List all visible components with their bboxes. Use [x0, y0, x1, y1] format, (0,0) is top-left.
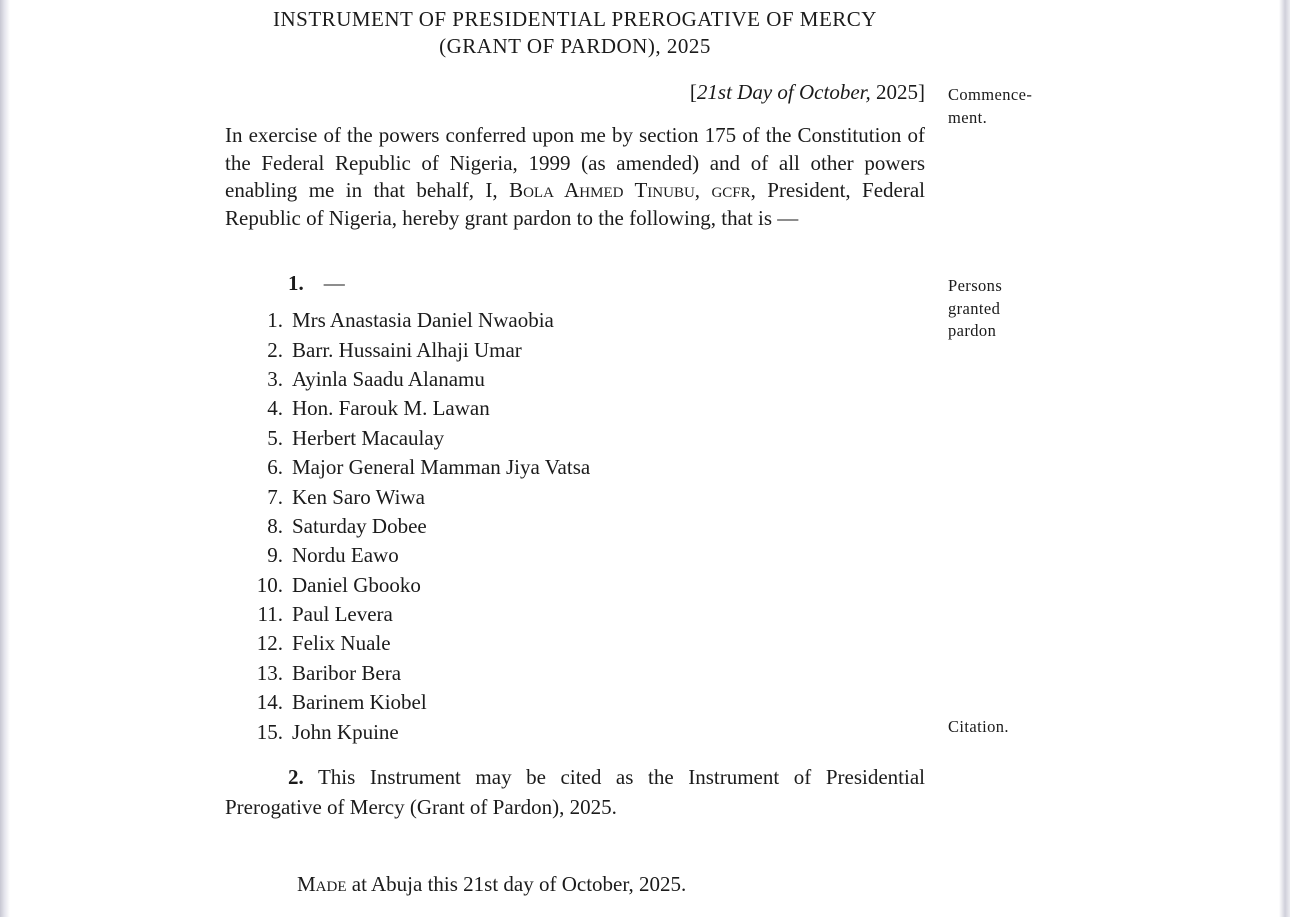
pardon-list-item: [225, 335, 925, 364]
pardon-list-item: [225, 306, 925, 335]
pardon-list-item: [225, 453, 925, 482]
opening-text-after-name: , President, Federal Republic of Nigeria, hereby grant pardon to the following, that is —: [225, 178, 926, 230]
item-name: Barr. Hussaini Alhaji Umar: [292, 337, 522, 362]
item-number: 11.: [257, 602, 283, 627]
item-number: 3.: [267, 366, 283, 391]
item-number: 4.: [267, 396, 283, 421]
pardon-list-item: [225, 600, 925, 629]
document-title-line2: (GRANT OF PARDON), 2025: [439, 34, 711, 58]
margin-note-commencement: Commence-ment.: [948, 85, 1033, 127]
date-italic-text: 21st Day of October,: [696, 80, 871, 104]
item-name: Paul Levera: [292, 602, 393, 627]
item-number: 7.: [267, 484, 283, 509]
item-number: 10.: [256, 572, 283, 597]
item-number: 13.: [256, 660, 283, 685]
pardon-list-item: [225, 512, 925, 541]
pardon-list-item: [225, 688, 925, 717]
item-number: 1.: [267, 308, 283, 333]
section-one-dash: —: [323, 271, 345, 295]
made-text: at Abuja this 21st day of October, 2025.: [346, 872, 687, 896]
made-at-abuja-line: [297, 872, 686, 897]
date-year: 2025]: [870, 80, 925, 104]
item-number: 2.: [267, 337, 283, 362]
opening-paragraph: [225, 122, 925, 232]
pardon-list-item: [225, 482, 925, 511]
pardon-list-item: [225, 717, 925, 746]
document-title: [225, 6, 925, 60]
item-name: John Kpuine: [292, 719, 399, 744]
pardon-list-item: [225, 424, 925, 453]
item-name: Nordu Eawo: [292, 543, 399, 568]
item-number: 6.: [267, 455, 283, 480]
item-number: 14.: [256, 690, 283, 715]
item-name: Felix Nuale: [292, 631, 391, 656]
pardon-list-item: [225, 571, 925, 600]
page-right-edge: [1279, 0, 1290, 917]
page-left-edge: [0, 0, 10, 917]
item-name: Daniel Gbooko: [292, 572, 421, 597]
pardon-list-item: [225, 659, 925, 688]
president-honorific: gcfr: [711, 178, 751, 203]
item-number: 12.: [256, 631, 283, 656]
made-smallcaps: Made: [297, 872, 347, 896]
margin-note-persons-granted-pardon: Persons granted pardon: [948, 276, 1003, 340]
pardon-list-item: [225, 394, 925, 423]
item-number: 15.: [256, 719, 283, 744]
citation-text: This Instrument may be cited as the Instrument of Presidential Prerogative of Mercy (Grant of Pardon), 2025.: [225, 765, 925, 819]
section-one-heading: [288, 271, 345, 296]
citation-paragraph: [225, 762, 925, 822]
section-one-number: 1.: [288, 271, 304, 295]
item-name: Ayinla Saadu Alanamu: [292, 366, 485, 391]
item-name: Hon. Farouk M. Lawan: [292, 396, 490, 421]
pardon-list-item: [225, 629, 925, 658]
item-name: Baribor Bera: [292, 660, 402, 685]
commencement-date-line: [225, 80, 925, 105]
item-name: Saturday Dobee: [292, 513, 427, 538]
opening-text-before-name: In exercise of the powers conferred upon me by section 175 of the Constitution of the Federal Republic of Nigeria, 1999 (as amended) and of all other powers enabling me in that behalf, I,: [225, 123, 925, 203]
item-number: 5.: [267, 425, 283, 450]
item-name: Major General Mamman Jiya Vatsa: [292, 455, 591, 480]
citation-section-number: 2.: [288, 765, 304, 789]
item-name: Barinem Kiobel: [292, 690, 427, 715]
margin-note-citation: Citation.: [948, 717, 1009, 736]
pardon-list: [225, 306, 925, 747]
item-name: Herbert Macaulay: [292, 425, 445, 450]
pardon-list-item: [225, 365, 925, 394]
president-name: Bola Ahmed Tinubu: [509, 178, 695, 203]
document-title-line1: INSTRUMENT OF PRESIDENTIAL PREROGATIVE OF MERCY: [273, 7, 877, 31]
date-bracket-open: [: [689, 80, 697, 104]
item-number: 8.: [267, 513, 283, 538]
item-name: Mrs Anastasia Daniel Nwaobia: [292, 308, 554, 333]
opening-separator: ,: [694, 178, 712, 203]
pardon-list-item: [225, 541, 925, 570]
item-number: 9.: [267, 543, 283, 568]
item-name: Ken Saro Wiwa: [292, 484, 425, 509]
